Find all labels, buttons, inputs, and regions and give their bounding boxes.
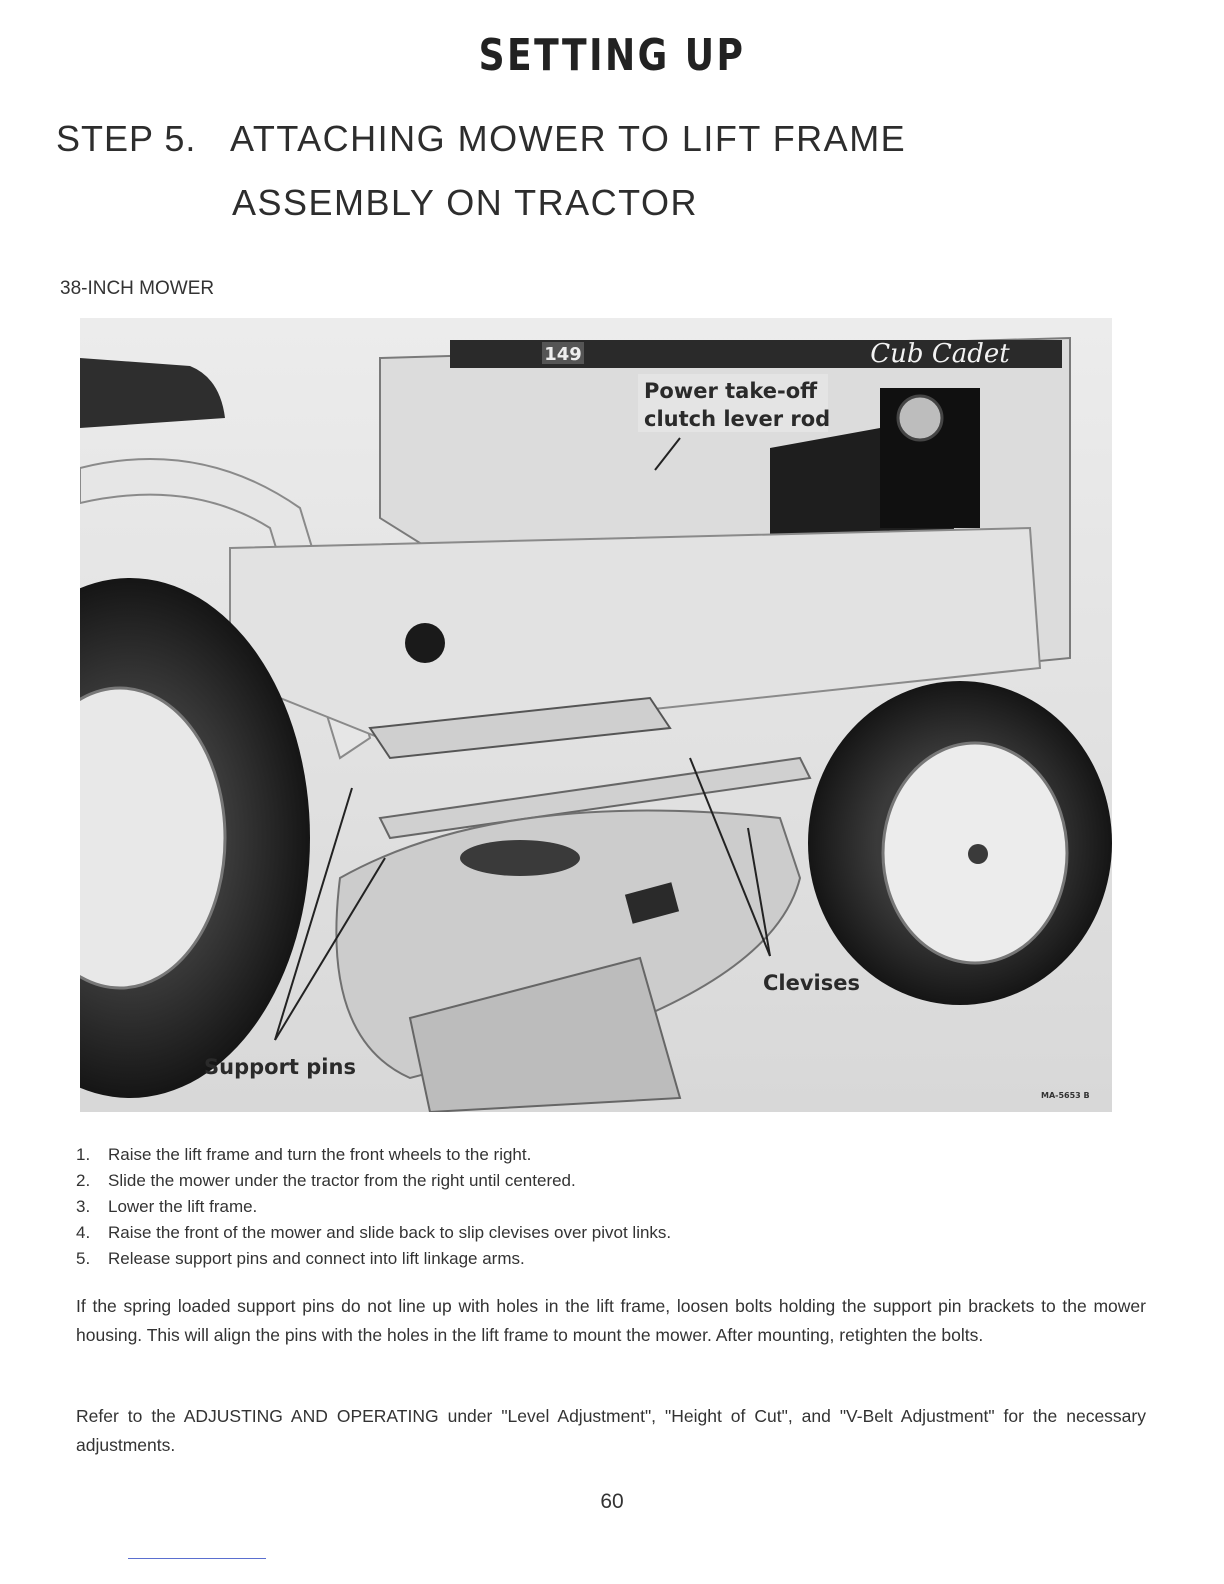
instruction-step: 2. Slide the mower under the tractor from the right until centered. [76,1171,576,1190]
tractor-mower-photo [80,318,1112,1112]
pto-callout-line-2: clutch lever rod [644,407,831,431]
adjustment-reference-note: Refer to the ADJUSTING AND OPERATING under "Level Adjustment", "Height of Cut", and "V-Belt Adjustment" for the necessary adjustments. [76,1406,1146,1455]
figure-code: MA-5653 B [1041,1091,1090,1100]
page-title: SETTING UP [478,30,746,81]
clevises-callout: Clevises [763,971,860,995]
throttle-knob [405,623,445,663]
page-number: 60 [600,1490,624,1513]
instruction-step: 4. Raise the front of the mower and slide back to slip clevises over pivot links. [76,1223,672,1242]
step-title-line-2: ASSEMBLY ON TRACTOR [232,182,698,223]
step-label: STEP 5. [56,118,197,159]
instruction-step: 1. Raise the lift frame and turn the front wheels to the right. [76,1145,532,1164]
support-pin-note: If the spring loaded support pins do not line up with holes in the lift frame, loosen bolts holding the support pin brackets to the mower housing. This will align the pins with the holes in the lift frame to mount the mower. After mounting, retighten the bolts. [76,1296,1146,1345]
instruction-list [76,1142,671,1272]
front-wheel-hub [968,844,988,864]
pto-callout-line-1: Power take-off [644,379,818,403]
support-pins-callout: Support pins [204,1055,356,1079]
footer-rule [128,1558,266,1559]
step-title-line-1: ATTACHING MOWER TO LIFT FRAME [230,118,907,159]
brand-logo: Cub Cadet [870,339,1010,369]
instruction-step: 5. Release support pins and connect into lift linkage arms. [76,1249,525,1268]
model-badge: 149 [544,344,582,365]
mower-pulley [460,840,580,876]
section-label: 38-INCH MOWER [60,278,215,299]
air-filter [898,396,942,440]
instruction-step: 3. Lower the lift frame. [76,1197,258,1216]
